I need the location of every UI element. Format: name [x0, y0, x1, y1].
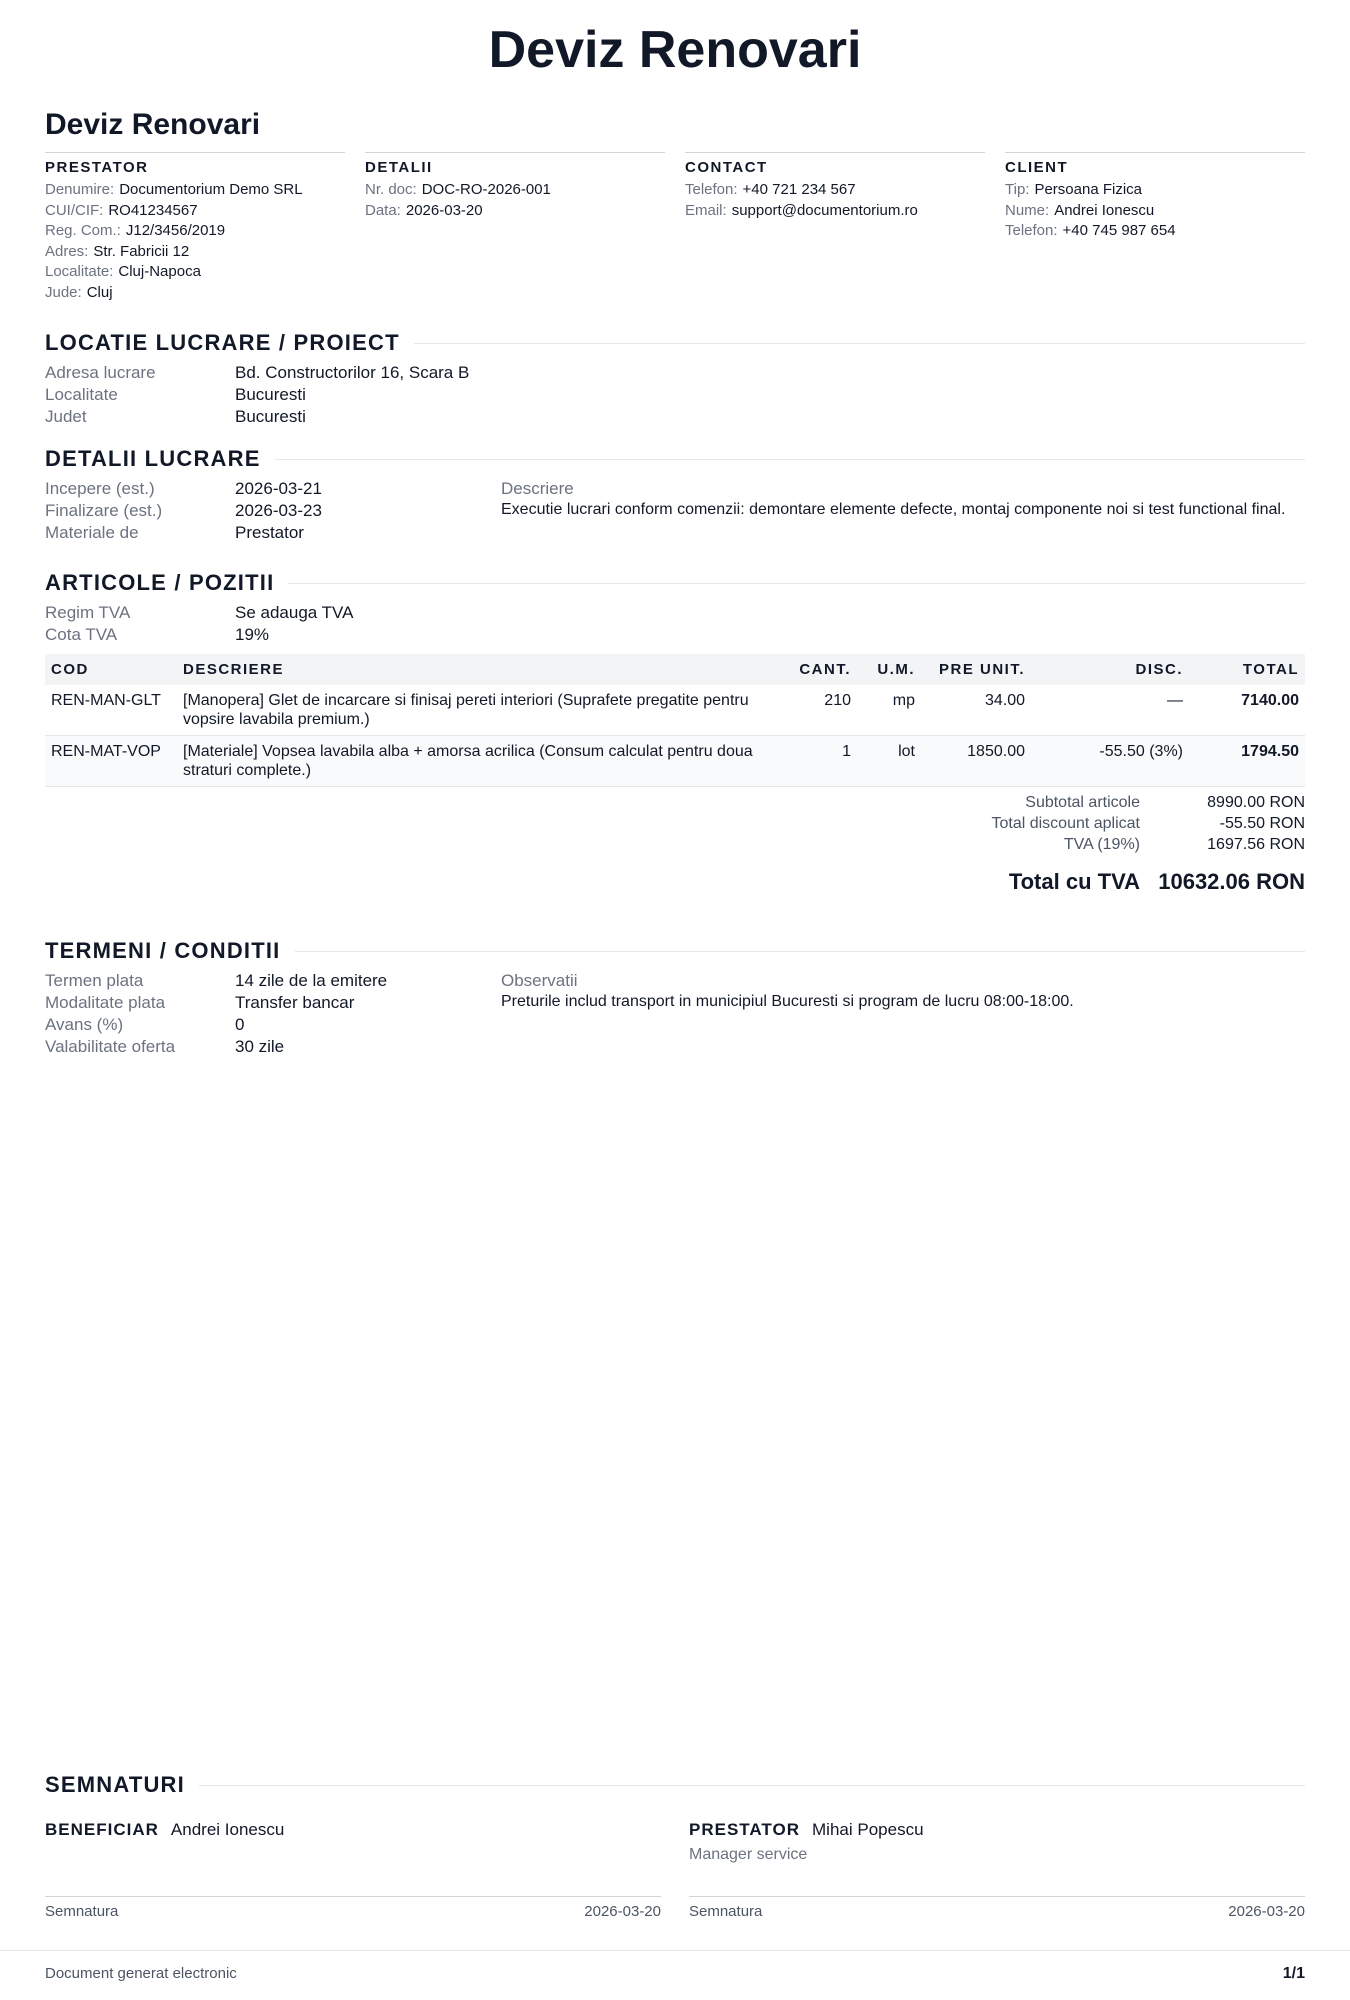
field-value: Persoana Fizica: [1034, 181, 1143, 198]
section-title-text: LOCATIE LUCRARE / PROIECT: [45, 330, 400, 355]
tva-row: [45, 624, 1305, 646]
totals-row: [905, 834, 1305, 855]
row-label: Localitate: [45, 385, 118, 404]
cell-cant: 210: [824, 692, 851, 709]
table-row: [45, 736, 1305, 787]
cell-total: 7140.00: [1241, 692, 1299, 709]
field-label: Nume:: [1005, 201, 1050, 219]
row-value: 19%: [235, 625, 270, 644]
signature-prestator: [689, 1820, 1305, 1930]
page-footer: [0, 1950, 1350, 1982]
signature-role: BENEFICIAR: [45, 1820, 159, 1839]
section-title-text: DETALII LUCRARE: [45, 446, 261, 471]
termeni-row: [45, 970, 501, 992]
section-divider: [414, 343, 1305, 344]
grand-total-value: 10632.06 RON: [1158, 869, 1305, 894]
section-divider: [199, 1785, 1305, 1786]
grand-total-row: [905, 869, 1305, 895]
cell-um: lot: [898, 743, 915, 760]
field-label: Reg. Com.:: [45, 222, 121, 239]
field-label: Tip:: [1005, 181, 1030, 198]
row-value: Prestator: [235, 523, 304, 542]
detalii-lucrare-row: [45, 522, 501, 544]
row-value: 30 zile: [235, 1037, 285, 1056]
signature-label: Semnatura: [45, 1903, 119, 1920]
detalii-heading: DETALII: [365, 159, 433, 176]
contact-field: [685, 201, 985, 222]
signature-role: PRESTATOR: [689, 1820, 801, 1839]
descriere-label: Descriere: [501, 479, 574, 498]
cell-total: 1794.50: [1241, 743, 1299, 760]
footer-note: Document generat electronic: [45, 1965, 237, 1982]
items-table: [45, 654, 1305, 787]
col-total: TOTAL: [1242, 661, 1299, 678]
contact-field: [685, 180, 985, 201]
field-label: Nr. doc:: [365, 181, 417, 198]
field-label: Telefon:: [685, 181, 738, 198]
section-semnaturi-title: [45, 1772, 1305, 1798]
client-block: [1005, 152, 1305, 303]
descriere-text: Executie lucrari conform comenzii: demontare elemente defecte, montaj componente noi si test functional final.: [501, 501, 1286, 518]
client-field: [1005, 201, 1305, 222]
section-divider: [288, 583, 1305, 584]
row-label: Finalizare (est.): [45, 501, 163, 520]
row-value: 14 zile de la emitere: [235, 971, 388, 990]
signature-line: [689, 1896, 1305, 1920]
table-header-row: [45, 654, 1305, 685]
prestator-field: [45, 242, 345, 263]
prestator-field: [45, 201, 345, 222]
field-label: Telefon:: [1005, 222, 1058, 239]
totals-label: Subtotal articole: [1025, 794, 1140, 811]
detalii-field: [365, 180, 665, 201]
client-field: [1005, 180, 1305, 201]
locatie-row: [45, 384, 1305, 406]
field-value: Cluj: [86, 283, 113, 301]
field-label: Localitate:: [45, 263, 114, 280]
cell-descriere: [Manopera] Glet de incarcare si finisaj pereti interiori (Suprafete pregatite pentru vopsire lavabila premium.): [183, 692, 749, 728]
cell-pret: 1850.00: [967, 743, 1025, 760]
field-value: support@documentorium.ro: [731, 201, 918, 219]
col-um: U.M.: [877, 661, 915, 678]
field-value: RO41234567: [108, 201, 198, 219]
signature-line: [45, 1896, 661, 1920]
field-label: Adres:: [45, 242, 89, 260]
field-label: CUI/CIF:: [45, 201, 104, 219]
page-title: Deviz Renovari: [488, 21, 862, 79]
row-value: 0: [235, 1015, 245, 1034]
signature-label: Semnatura: [689, 1903, 763, 1920]
client-heading: CLIENT: [1005, 159, 1069, 176]
field-value: Andrei Ionescu: [1054, 201, 1155, 219]
contact-block: [685, 152, 985, 303]
signature-title: Manager service: [689, 1846, 808, 1863]
locatie-row: [45, 406, 1305, 428]
totals-row: [905, 792, 1305, 813]
observatii-label: Observatii: [501, 971, 578, 990]
tva-row: [45, 602, 1305, 624]
field-label: Jude:: [45, 283, 82, 301]
section-divider: [295, 951, 1306, 952]
field-value: Str. Fabricii 12: [93, 242, 190, 260]
signature-name: Andrei Ionescu: [170, 1820, 285, 1839]
signature-grid: [45, 1820, 1305, 1930]
termeni-row: [45, 1014, 501, 1036]
field-value: DOC-RO-2026-001: [421, 181, 551, 198]
field-value: +40 745 987 654: [1062, 222, 1176, 239]
section-detalii-lucrare-title: [45, 446, 1305, 472]
section-termeni-title: [45, 938, 1305, 964]
prestator-heading: PRESTATOR: [45, 159, 149, 176]
field-value: Documentorium Demo SRL: [119, 181, 303, 198]
row-value: Bd. Constructorilor 16, Scara B: [235, 363, 470, 382]
row-label: Adresa lucrare: [45, 363, 156, 382]
row-value: Se adauga TVA: [235, 603, 354, 622]
row-label: Valabilitate oferta: [45, 1037, 176, 1056]
cell-pret: 34.00: [984, 692, 1025, 709]
descriere-block: [501, 478, 1305, 544]
section-locatie-title: [45, 330, 1305, 356]
row-label: Judet: [45, 407, 87, 426]
col-cod: COD: [51, 661, 89, 678]
prestator-field: [45, 283, 345, 304]
row-label: Cota TVA: [45, 625, 118, 644]
row-label: Termen plata: [45, 971, 144, 990]
detalii-lucrare-row: [45, 500, 501, 522]
detalii-lucrare-rows: [45, 478, 501, 544]
cell-um: mp: [892, 692, 915, 709]
row-label: Incepere (est.): [45, 479, 155, 498]
field-value: Cluj-Napoca: [118, 263, 201, 280]
signature-date: 2026-03-20: [584, 1903, 661, 1920]
termeni-rows: [45, 970, 501, 1058]
cell-disc: —: [1167, 692, 1183, 709]
totals-row: [905, 813, 1305, 834]
col-descriere: DESCRIERE: [183, 661, 285, 678]
detalii-block: [365, 152, 665, 303]
table-row: [45, 685, 1305, 736]
field-value: +40 721 234 567: [742, 181, 856, 198]
section-divider: [275, 459, 1305, 460]
totals-block: [905, 792, 1305, 895]
col-pret-unit: PRE UNIT.: [938, 661, 1025, 678]
locatie-rows: [45, 362, 1305, 428]
section-title-text: SEMNATURI: [45, 1772, 185, 1797]
prestator-block: [45, 152, 345, 303]
section-title-text: ARTICOLE / POZITII: [45, 570, 275, 595]
signature-name: Mihai Popescu: [812, 1820, 924, 1839]
totals-value: 8990.00 RON: [1207, 794, 1305, 811]
prestator-field: [45, 180, 345, 201]
cell-cod: REN-MAN-GLT: [51, 692, 161, 709]
row-value: Bucuresti: [235, 407, 306, 426]
grand-total-label: Total cu TVA: [1008, 869, 1140, 894]
field-value: J12/3456/2019: [125, 222, 226, 239]
prestator-field: [45, 262, 345, 283]
totals-label: Total discount aplicat: [991, 815, 1140, 832]
termeni-row: [45, 1036, 501, 1058]
cell-descriere: [Materiale] Vopsea lavabila alba + amorsa acrilica (Consum calculat pentru doua straturi complete.): [183, 743, 753, 779]
field-label: Denumire:: [45, 181, 115, 198]
document-title: Deviz Renovari: [45, 108, 261, 141]
field-value: 2026-03-20: [405, 201, 483, 219]
totals-value: 1697.56 RON: [1207, 836, 1305, 853]
party-grid: [45, 152, 1305, 303]
section-title-text: TERMENI / CONDITII: [45, 938, 281, 963]
totals-label: TVA (19%): [1063, 836, 1140, 853]
signature-beneficiar: [45, 1820, 661, 1930]
row-label: Modalitate plata: [45, 993, 166, 1012]
row-value: Bucuresti: [235, 385, 306, 404]
cell-cant: 1: [842, 743, 851, 760]
cell-cod: REN-MAT-VOP: [51, 743, 161, 760]
totals-value: -55.50 RON: [1219, 815, 1305, 832]
tva-rows: [45, 602, 1305, 646]
row-label: Regim TVA: [45, 603, 131, 622]
observatii-text: Preturile includ transport in municipiul Bucuresti si program de lucru 08:00-18:00.: [501, 993, 1074, 1010]
signature-date: 2026-03-20: [1228, 1903, 1305, 1920]
section-articole-title: [45, 570, 1305, 596]
row-value: 2026-03-23: [235, 501, 322, 520]
field-label: Email:: [685, 201, 727, 219]
row-value: 2026-03-21: [235, 479, 322, 498]
row-label: Materiale de: [45, 523, 139, 542]
observatii-block: [501, 970, 1305, 1058]
prestator-field: [45, 221, 345, 242]
detalii-lucrare-row: [45, 478, 501, 500]
contact-heading: CONTACT: [685, 159, 768, 176]
page-number: 1/1: [1282, 1965, 1305, 1982]
client-field: [1005, 221, 1305, 242]
locatie-row: [45, 362, 1305, 384]
field-label: Data:: [365, 201, 401, 219]
row-value: Transfer bancar: [235, 993, 355, 1012]
col-cant: CANT.: [799, 661, 851, 678]
termeni-row: [45, 992, 501, 1014]
detalii-field: [365, 201, 665, 222]
row-label: Avans (%): [45, 1015, 124, 1034]
cell-disc: -55.50 (3%): [1099, 743, 1183, 760]
col-disc: DISC.: [1135, 661, 1183, 678]
